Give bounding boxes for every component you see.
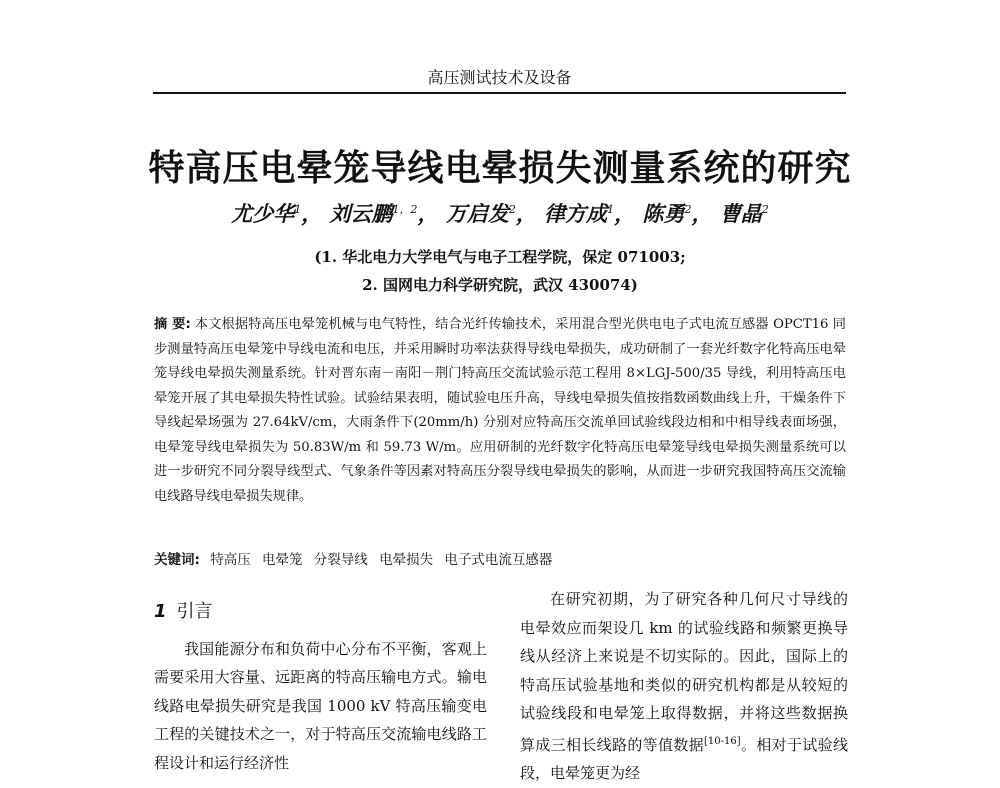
body-paragraph	[520, 585, 848, 788]
author-name: 陈勇	[642, 201, 685, 226]
author-affiliation-mark: 2	[761, 203, 769, 216]
author-affiliation-mark: 1，2	[392, 203, 418, 216]
author-name: 律方成	[544, 201, 608, 226]
abstract-text: 本文根据特高压电晕笼机械与电气特性，结合光纤传输技术，采用混合型光供电电子式电流互感器 OPCT16 同步测量特高压电晕笼中导线电流和电压，并采用瞬时功率法获得导线电晕损失，成功研制了一套光纤数字化特高压电晕笼导线电晕损失测量系统。针对晋东南－南阳－荆门特高压交流试验示范工程用 8×LGJ-500/35 导线，利用特高压电晕笼开展了其电晕损失特性试验。试验结果表明，随试验电压升高，导线电晕损失值按指数函数曲线上升，干燥条件下导线起晕场强为 27.64kV/cm，大雨条件下(20mm/h) 分别对应特高压交流单回试验线段边相和中相导线表面场强，电晕笼导线电晕损失为 50.83W/m 和 59.73 W/m。应用研制的光纤数字化特高压电晕笼导线电晕损失测量系统可以进一步研究不同分裂导线型式、气象条件等因素对特高压分裂导线电晕损失的影响，从而进一步研究我国特高压交流输电线路导线电晕损失规律。	[154, 317, 846, 504]
left-column	[154, 598, 487, 777]
author-affiliation-mark: 2	[508, 203, 516, 216]
section-title: 引言	[176, 601, 213, 622]
author-name: 尤少华	[231, 201, 295, 226]
keywords	[154, 548, 846, 568]
section-number: 1	[154, 601, 167, 622]
author-affiliation-mark: 1	[607, 203, 615, 216]
author-name: 曹晶	[719, 201, 762, 226]
author-affiliation-mark: 2	[684, 203, 692, 216]
keyword: 特高压	[210, 552, 251, 568]
keywords-label: 关键词:	[154, 552, 200, 568]
author-affiliation-mark: 1	[294, 203, 302, 216]
right-column	[520, 585, 848, 788]
author-name: 万启发	[445, 201, 509, 226]
body-paragraph: 我国能源分布和负荷中心分布不平衡，客观上需要采用大容量、远距离的特高压输电方式。输电线路电晕损失研究是我国 1000 kV 特高压输变电工程的关键技术之一，对于特高压交流输电线路工程设计和运行经济性	[154, 639, 487, 772]
paper-title: 特高压电晕笼导线电晕损失测量系统的研究	[148, 148, 852, 189]
paragraph-text: 。相对于试验线段，电晕笼更为经	[520, 735, 848, 782]
citation[interactable]: [10-16]	[704, 735, 741, 747]
keyword: 电晕损失	[379, 552, 434, 568]
keyword: 电晕笼	[262, 552, 303, 568]
section-heading	[154, 598, 487, 627]
running-title: 高压测试技术及设备	[427, 68, 572, 87]
abstract-label: 摘 要:	[154, 317, 191, 332]
affiliation-2: 2. 国网电力科学研究院，武汉 430074)	[362, 276, 638, 294]
paragraph-text: 在研究初期，为了研究各种几何尺寸导线的电晕效应而架设几 km 的试验线路和频繁更换导线从经济上来说是不切实际的。因此，国际上的特高压试验基地和类似的研究机构都是从较短的试验线段和电晕笼上取得数据，并将这些数据换算成三相长线路的等值数据	[520, 590, 848, 754]
keyword: 分裂导线	[313, 552, 368, 568]
keyword: 电子式电流互感器	[444, 552, 553, 568]
abstract	[154, 313, 846, 509]
author-name: 刘云鹏	[329, 201, 393, 226]
author-list: 尤少华$^1$， 刘云鹏$^{1,2}$， 万启发$^2$， 律方成$^1$， 陈勇$^2$， 曹晶$^2$	[231, 201, 769, 226]
affiliation-1: (1. 华北电力大学电气与电子工程学院，保定 071003;	[314, 248, 686, 266]
running-header	[153, 66, 846, 94]
